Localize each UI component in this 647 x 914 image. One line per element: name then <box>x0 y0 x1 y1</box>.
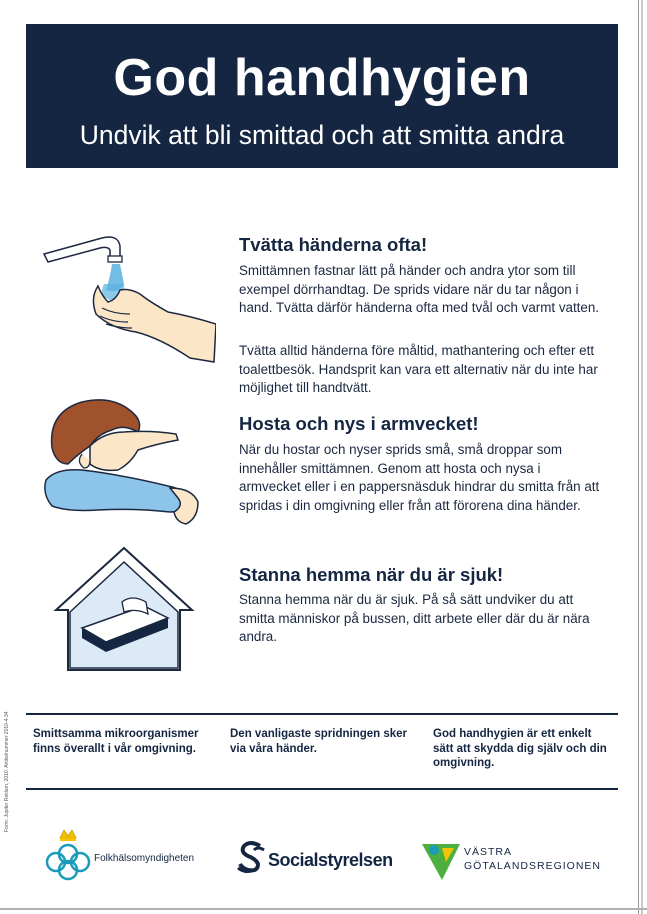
footer-rule-top <box>26 713 618 715</box>
socialstyrelsen-logo-text: Socialstyrelsen <box>268 850 393 870</box>
page-title: God handhygien <box>113 49 531 107</box>
page-subtitle: Undvik att bli smittad och att smitta andra <box>79 120 565 150</box>
section-text-wash-1: Smittämnen fastnar lätt på händer och andra ytor som till exempel dörrhandtag. De sprids vidare när du tar någon i hand. Tvätta därför händerna ofta med tvål och varmt vatten. <box>239 263 600 315</box>
section-title-wash: Tvätta händerna ofta! <box>239 234 428 255</box>
section-text-wash-2: Tvätta alltid händerna före måltid, mathantering och efter ett toalettbesök. Handsprit kan vara ett alternativ när du inte har möjlighet till handtvätt. <box>239 343 598 395</box>
vgr-logo-text-line2: GÖTALANDSREGIONEN <box>464 860 601 872</box>
sneeze-in-elbow-icon <box>38 394 200 534</box>
section-text-stay-home-1: Stanna hemma när du är sjuk. På så sätt undviker du att smitta människor på bussen, ditt arbete eller där du är nära andra. <box>239 592 590 644</box>
footer-note-3: God handhygien är ett enkelt sätt att skydda dig själv och din omgivning. <box>433 728 607 769</box>
page-edge <box>638 0 639 914</box>
footer-note-2: Den vanligaste spridningen sker via våra händer. <box>230 728 408 755</box>
header-banner <box>26 24 618 168</box>
footer-note-1: Smittsamma mikroorganismer finns överallt i vår omgivning. <box>33 728 199 755</box>
socialstyrelsen-logo-icon <box>236 840 268 874</box>
house-bed-icon <box>52 544 196 674</box>
footer-rule-bottom <box>26 788 618 790</box>
section-title-cough: Hosta och nys i armvecket! <box>239 413 479 434</box>
print-note: Form: Jupiter Reklam, 2010. Artikelnummer 2010-4-34 <box>4 711 10 832</box>
vastra-gotalandsregionen-logo-icon <box>420 840 462 882</box>
folkhalsomyndigheten-logo-icon <box>44 828 92 882</box>
folkhalsomyndigheten-logo-text: Folkhälsomyndigheten <box>94 853 195 864</box>
vgr-logo-text-line1: VÄSTRA <box>464 846 513 858</box>
page-edge-bottom <box>0 908 647 910</box>
section-text-cough-1: När du hostar och nyser sprids små, små droppar som innehåller smittämnen. Genom att hosta och nysa i armvecket eller i en pappersnäsduk hindrar du smitta från att spridas i din omgivning eller från att förorena dina händer. <box>239 442 600 513</box>
page-edge-shadow <box>641 0 643 914</box>
hand-washing-icon <box>40 228 216 364</box>
section-title-stay-home: Stanna hemma när du är sjuk! <box>239 564 504 585</box>
